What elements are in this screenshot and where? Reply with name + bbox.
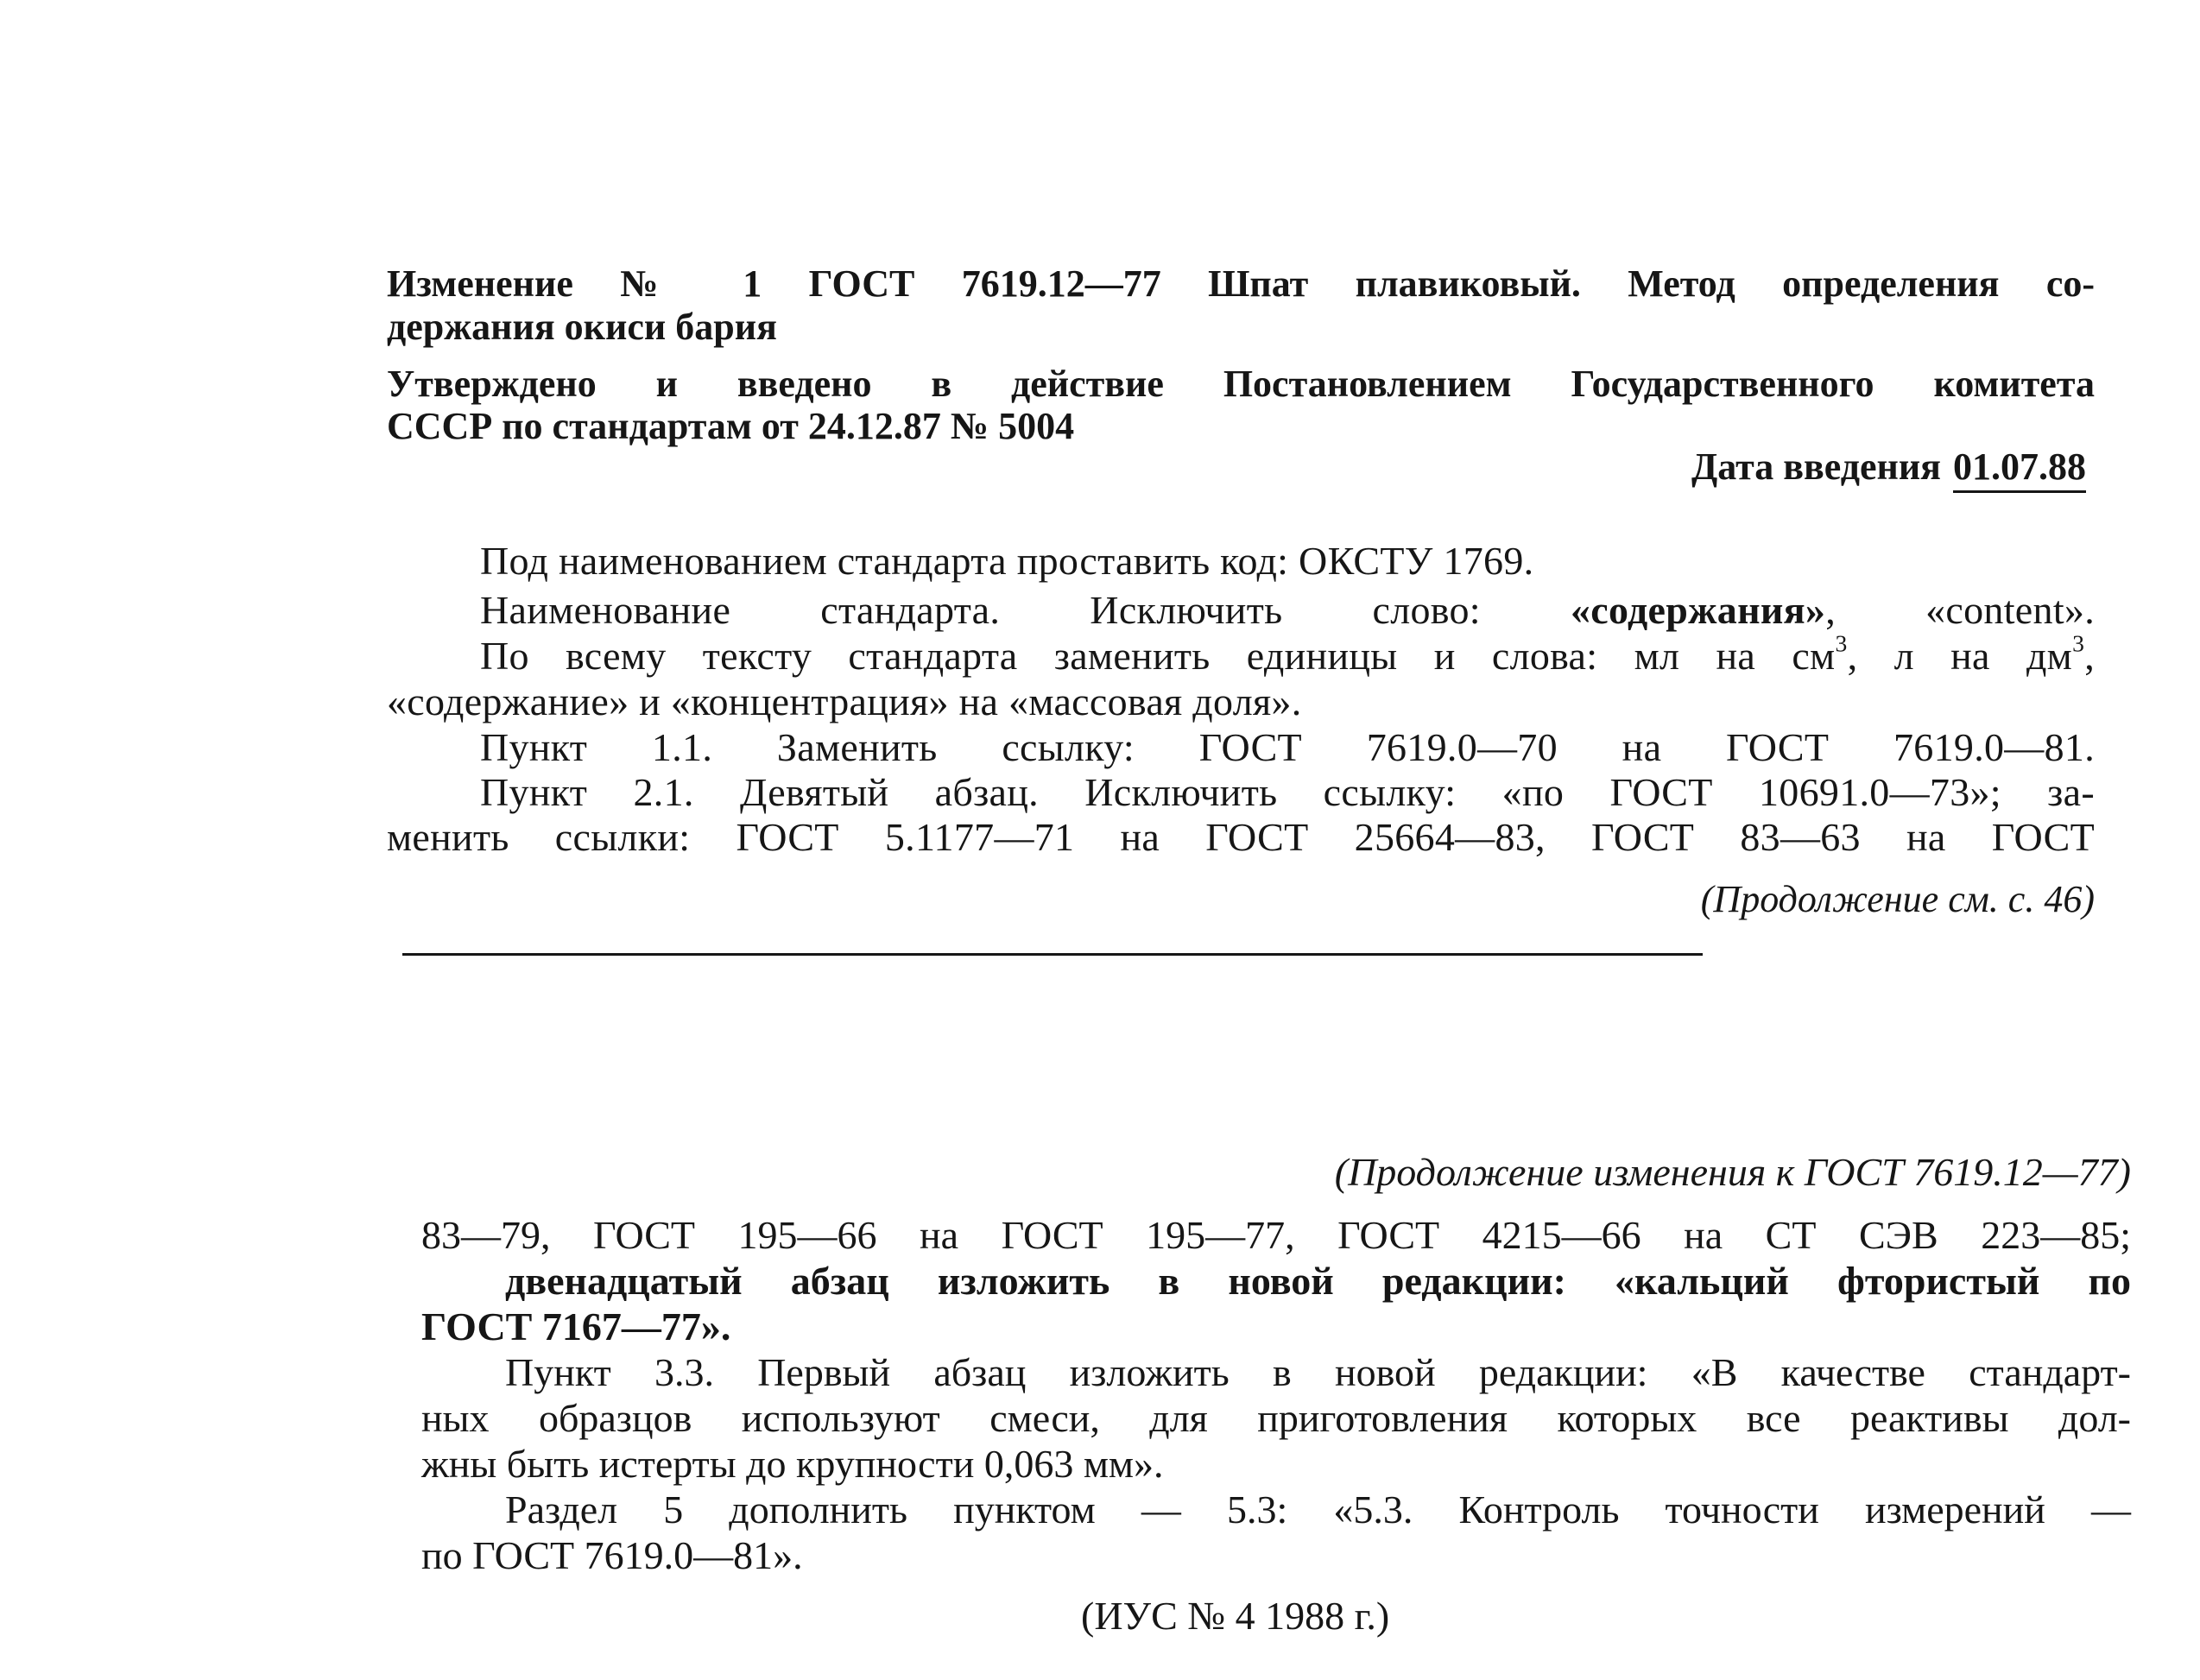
continued-on-note: (Продолжение см. с. 46) bbox=[1700, 878, 2095, 920]
twelfth-paragraph-line-1: двенадцатый абзац изложить в новой редакции: «кальций фтористый по bbox=[505, 1259, 2131, 1303]
units-replacement-line-2: «содержание» и «концентрация» на «массовая доля». bbox=[387, 679, 1302, 723]
excluded-word: «содержания» bbox=[1570, 588, 1826, 632]
source-publication-note: (ИУС № 4 1988 г.) bbox=[1081, 1594, 1390, 1638]
units-text-a: По всему тексту стандарта заменить единицы и слова: мл на см bbox=[480, 634, 1836, 678]
effective-date-label: Дата введения bbox=[1691, 445, 1941, 488]
superscript-cm3: 3 bbox=[1835, 629, 1848, 657]
clause-1-1-paragraph: Пункт 1.1. Заменить ссылку: ГОСТ 7619.0—70 на ГОСТ 7619.0—81. bbox=[480, 725, 2095, 769]
okstu-code-paragraph: Под наименованием стандарта проставить код: ОКСТУ 1769. bbox=[480, 539, 1534, 583]
units-text-c: , bbox=[2084, 634, 2095, 678]
standard-name-paragraph bbox=[480, 587, 2095, 633]
twelfth-paragraph-line-2: ГОСТ 7167—77». bbox=[421, 1304, 731, 1348]
units-text-b: , л на дм bbox=[1847, 634, 2073, 678]
approval-line-2: СССР по стандартам от 24.12.87 № 5004 bbox=[387, 405, 1075, 447]
standard-name-tail: , «content». bbox=[1825, 588, 2096, 632]
effective-date-line bbox=[1691, 445, 2086, 493]
amendment-title-line-2: держания окиси бария bbox=[387, 306, 777, 348]
amendment-title-line-1: Изменение № 1 ГОСТ 7619.12—77 Шпат плавиковый. Метод определения со- bbox=[387, 262, 2095, 305]
clause-2-1-line-1: Пункт 2.1. Девятый абзац. Исключить ссылку: «по ГОСТ 10691.0—73»; за- bbox=[480, 770, 2095, 814]
continuation-line-1: 83—79, ГОСТ 195—66 на ГОСТ 195—77, ГОСТ 4215—66 на СТ СЭВ 223—85; bbox=[421, 1213, 2131, 1257]
clause-2-1-line-2: менить ссылки: ГОСТ 5.1177—71 на ГОСТ 25664—83, ГОСТ 83—63 на ГОСТ bbox=[387, 815, 2095, 859]
effective-date-value: 01.07.88 bbox=[1953, 445, 2086, 493]
clause-3-3-line-2: ных образцов используют смеси, для приготовления которых все реактивы дол- bbox=[421, 1396, 2131, 1440]
clause-3-3-line-3: жны быть истерты до крупности 0,063 мм». bbox=[421, 1442, 1164, 1486]
section-5-line-1: Раздел 5 дополнить пунктом — 5.3: «5.3. Контроль точности измерений — bbox=[505, 1487, 2131, 1532]
section-5-line-2: по ГОСТ 7619.0—81». bbox=[421, 1533, 803, 1577]
standard-name-text: Наименование стандарта. Исключить слово: bbox=[480, 588, 1571, 632]
superscript-dm3: 3 bbox=[2072, 629, 2085, 657]
section-divider bbox=[402, 953, 1703, 956]
clause-3-3-line-1: Пункт 3.3. Первый абзац изложить в новой редакции: «В качестве стандарт- bbox=[505, 1350, 2131, 1394]
continuation-header: (Продолжение изменения к ГОСТ 7619.12—77) bbox=[1334, 1150, 2131, 1194]
units-replacement-line-1 bbox=[480, 629, 2095, 679]
approval-line-1: Утверждено и введено в действие Постановлением Государственного комитета bbox=[387, 363, 2095, 405]
